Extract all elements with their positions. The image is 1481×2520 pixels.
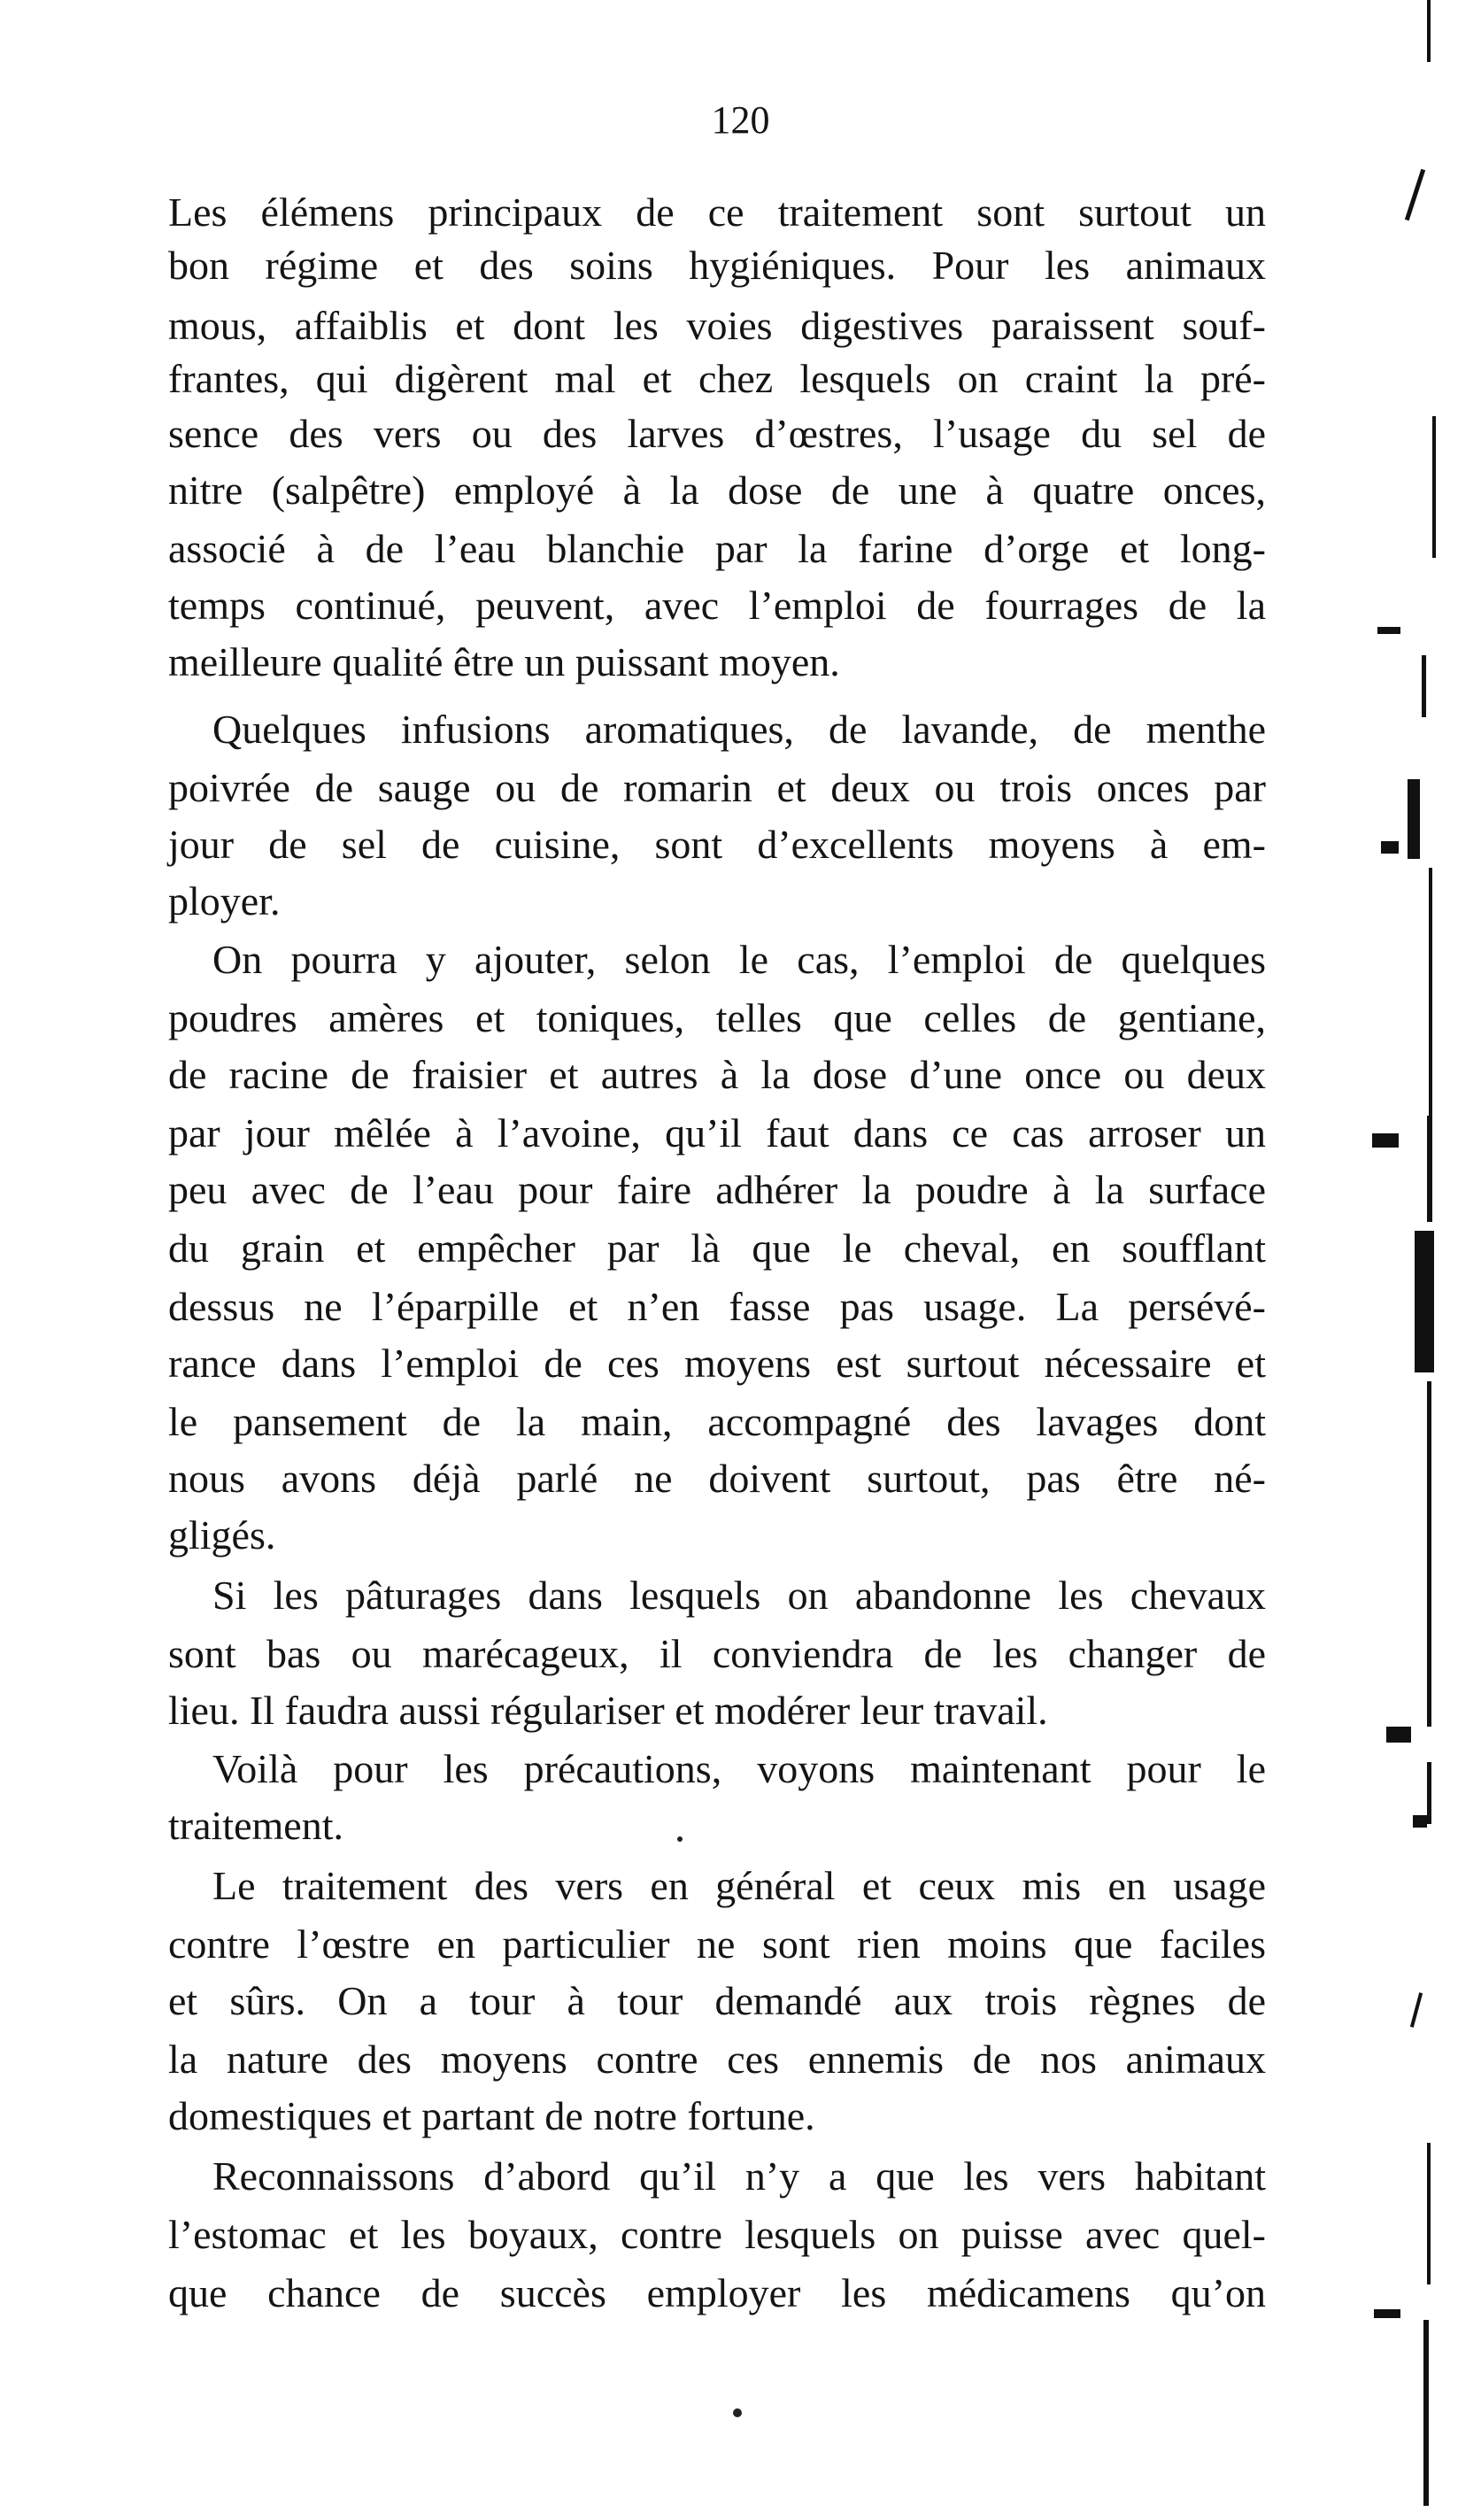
text-line: de racine de fraisier et autres à la dose d’une once ou deux (168, 1052, 1266, 1097)
text-line: sence des vers ou des larves d’œstres, l’usage du sel de (168, 411, 1266, 456)
scan-mark (1374, 2309, 1400, 2318)
text-line: meilleure qualité être un puissant moyen. (168, 639, 840, 684)
scan-mark (1413, 1815, 1427, 1828)
ink-dot (677, 1836, 683, 1842)
scan-mark (1429, 868, 1432, 1116)
text-line: poudres amères et toniques, telles que celles de gentiane, (168, 995, 1266, 1040)
text-line: et sûrs. On a tour à tour demandé aux trois règnes de (168, 1978, 1266, 2023)
text-line: que chance de succès employer les médicamens qu’on (168, 2270, 1266, 2315)
text-line: Quelques infusions aromatiques, de lavande, de menthe (212, 707, 1266, 752)
scan-mark (1377, 627, 1400, 634)
text-line: l’estomac et les boyaux, contre lesquels on puisse avec quel- (168, 2212, 1266, 2257)
scan-mark (1422, 655, 1426, 717)
text-line: traitement. (168, 1803, 343, 1848)
text-line: sont bas ou marécageux, il conviendra de les changer de (168, 1631, 1266, 1676)
text-line: rance dans l’emploi de ces moyens est surtout nécessaire et (168, 1341, 1266, 1386)
text-line: On pourra y ajouter, selon le cas, l’emploi de quelques (212, 937, 1266, 982)
ink-dot (733, 2408, 742, 2417)
scan-mark (1427, 0, 1431, 62)
text-line: domestiques et partant de notre fortune. (168, 2093, 815, 2138)
scan-mark (1372, 1133, 1399, 1148)
scan-mark (1405, 169, 1425, 221)
text-line: contre l’œstre en particulier ne sont rien moins que faciles (168, 1921, 1266, 1967)
text-line: par jour mêlée à l’avoine, qu’il faut dans ce cas arroser un (168, 1110, 1266, 1156)
text-line: Si les pâturages dans lesquels on abandonne les chevaux (212, 1573, 1266, 1618)
text-line: jour de sel de cuisine, sont d’excellents moyens à em- (168, 822, 1266, 867)
text-line: du grain et empêcher par là que le cheval, en soufflant (168, 1225, 1266, 1271)
text-line: Reconnaissons d’abord qu’il n’y a que les vers habitant (212, 2153, 1266, 2199)
text-line: Le traitement des vers en général et ceux mis en usage (212, 1863, 1266, 1908)
text-line: associé à de l’eau blanchie par la farine d’orge et long- (168, 526, 1266, 571)
scan-mark (1427, 1381, 1431, 1727)
text-line: la nature des moyens contre ces ennemis de nos animaux (168, 2037, 1266, 2082)
scan-mark (1427, 2143, 1431, 2284)
scan-mark (1427, 1762, 1431, 1824)
text-line: Les élémens principaux de ce traitement sont surtout un (168, 189, 1266, 235)
scan-mark (1381, 841, 1399, 854)
text-line: nous avons déjà parlé ne doivent surtout, pas être né- (168, 1456, 1266, 1501)
text-line: poivrée de sauge ou de romarin et deux ou trois onces par (168, 765, 1266, 810)
scan-mark (1432, 416, 1436, 558)
scan-mark (1408, 779, 1420, 859)
text-line: nitre (salpêtre) employé à la dose de une à quatre onces, (168, 468, 1266, 513)
scan-mark (1410, 1992, 1423, 2028)
text-line: Voilà pour les précautions, voyons maintenant pour le (212, 1746, 1266, 1791)
text-line: ployer. (168, 878, 281, 924)
text-line: dessus ne l’éparpille et n’en fasse pas usage. La persévé- (168, 1284, 1266, 1329)
text-line: gligés. (168, 1512, 276, 1558)
scan-mark (1386, 1727, 1411, 1743)
text-line: bon régime et des soins hygiéniques. Pour les animaux (168, 243, 1266, 288)
text-line: le pansement de la main, accompagné des lavages dont (168, 1399, 1266, 1444)
text-line: temps continué, peuvent, avec l’emploi de fourrages de la (168, 583, 1266, 628)
text-line: frantes, qui digèrent mal et chez lesquels on craint la pré- (168, 356, 1266, 401)
scan-mark (1427, 1116, 1432, 1222)
text-line: peu avec de l’eau pour faire adhérer la poudre à la surface (168, 1167, 1266, 1212)
page-number: 120 (711, 98, 770, 142)
scan-mark (1415, 1231, 1434, 1372)
scan-mark (1423, 2320, 1429, 2506)
text-line: lieu. Il faudra aussi régulariser et modérer leur travail. (168, 1688, 1048, 1733)
text-line: mous, affaiblis et dont les voies digestives paraissent souf- (168, 303, 1266, 348)
